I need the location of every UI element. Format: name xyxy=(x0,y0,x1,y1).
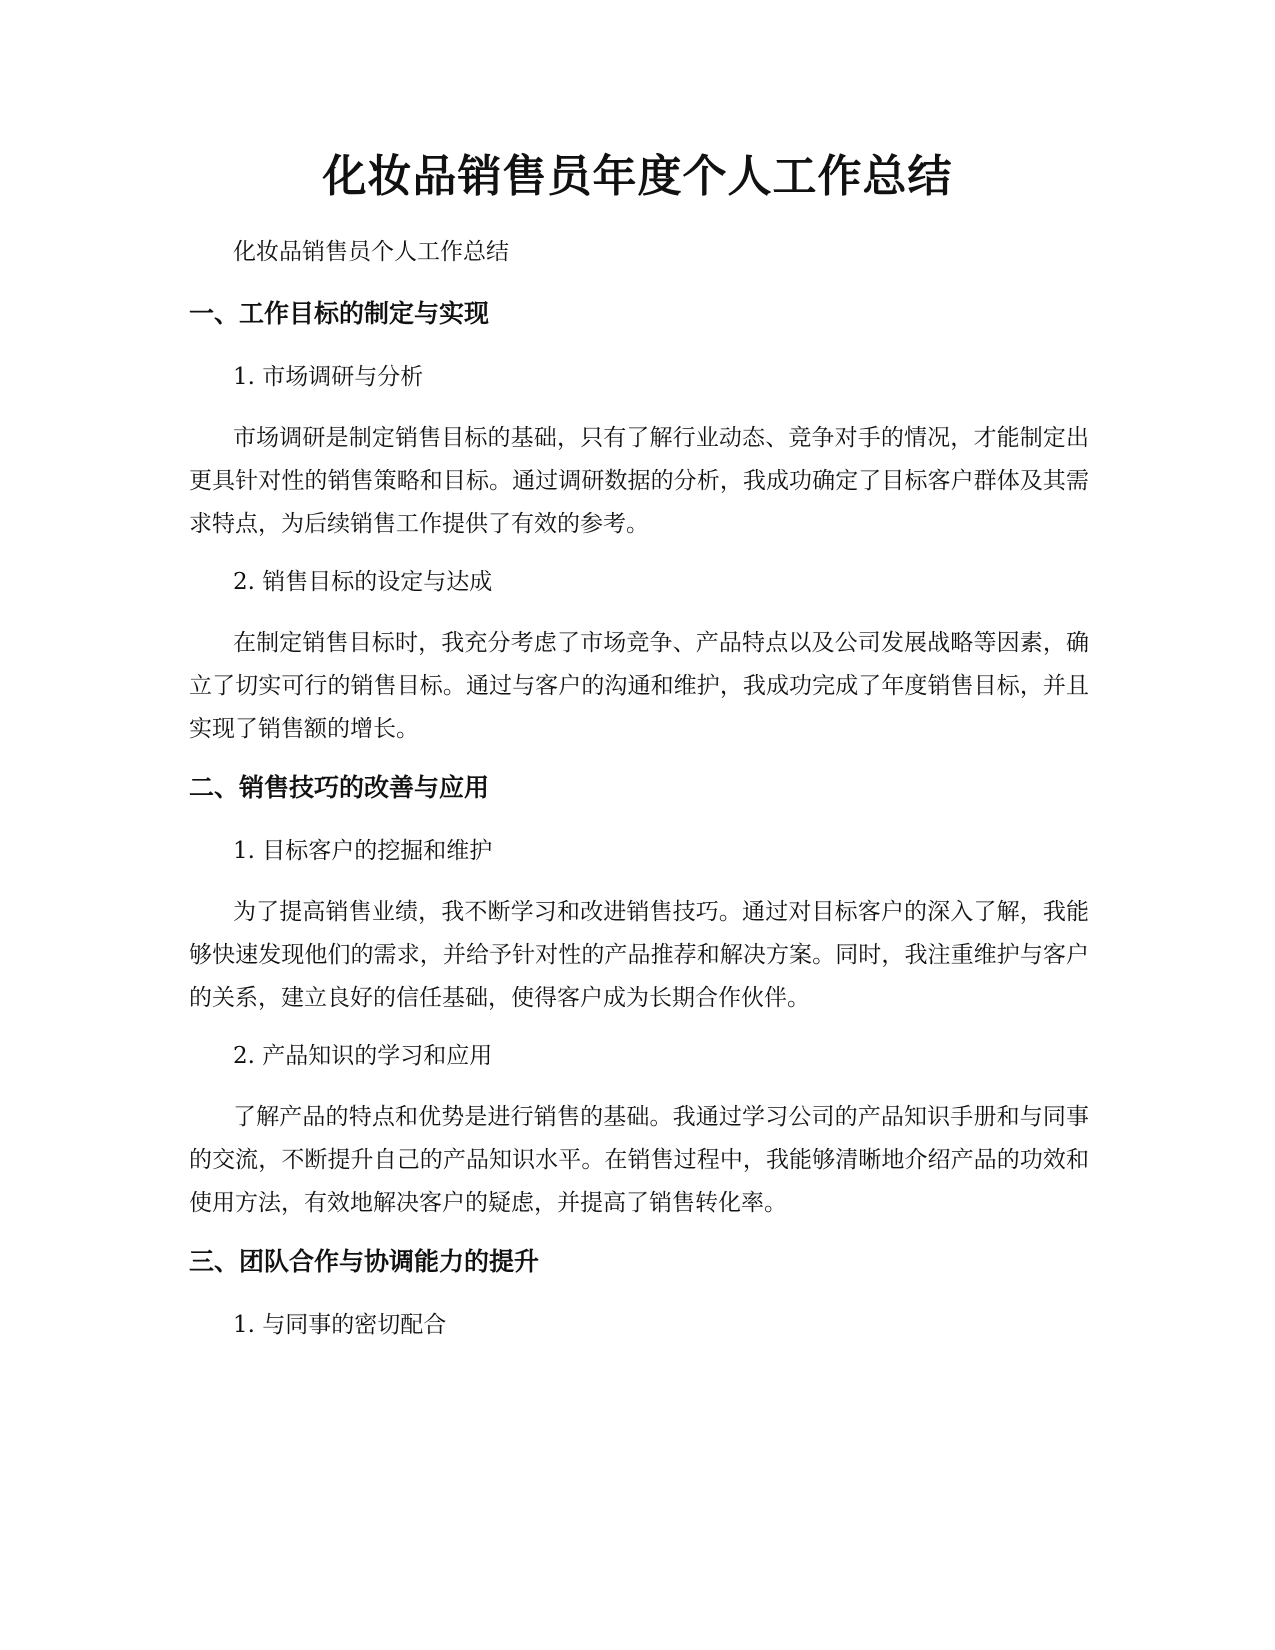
document-title: 化妆品销售员年度个人工作总结 xyxy=(322,151,953,202)
paragraph-sales-target: 在制定销售目标时，我充分考虑了市场竞争、产品特点以及公司发展战略等因素，确立了切实可行的销售目标。通过与客户的沟通和维护，我成功完成了年度销售目标，并且实现了销售额的增长。 xyxy=(189,630,1089,742)
item-label-sales-target: 2. 销售目标的设定与达成 xyxy=(233,569,493,595)
paragraph-target-customers: 为了提高销售业绩，我不断学习和改进销售技巧。通过对目标客户的深入了解，我能够快速发现他们的需求，并给予针对性的产品推荐和解决方案。同时，我注重维护与客户的关系，建立良好的信任基础，使得客户成为长期合作伙伴。 xyxy=(189,899,1089,1011)
section-heading-goals: 一、工作目标的制定与实现 xyxy=(189,299,490,328)
paragraph-market-research: 市场调研是制定销售目标的基础，只有了解行业动态、竞争对手的情况，才能制定出更具针对性的销售策略和目标。通过调研数据的分析，我成功确定了目标客户群体及其需求特点，为后续销售工作提供了有效的参考。 xyxy=(189,425,1089,537)
paragraph-product-knowledge: 了解产品的特点和优势是进行销售的基础。我通过学习公司的产品知识手册和与同事的交流，不断提升自己的产品知识水平。在销售过程中，我能够清晰地介绍产品的功效和使用方法，有效地解决客户的疑虑，并提高了销售转化率。 xyxy=(189,1104,1089,1216)
item-label-product-knowledge: 2. 产品知识的学习和应用 xyxy=(233,1043,493,1069)
item-label-colleague-cooperation: 1. 与同事的密切配合 xyxy=(233,1312,447,1338)
item-label-market-research: 1. 市场调研与分析 xyxy=(233,364,424,390)
section-heading-teamwork: 三、团队合作与协调能力的提升 xyxy=(189,1247,540,1276)
item-label-target-customers: 1. 目标客户的挖掘和维护 xyxy=(233,838,493,864)
section-heading-sales-skills: 二、销售技巧的改善与应用 xyxy=(189,773,490,802)
document-subtitle: 化妆品销售员个人工作总结 xyxy=(233,239,509,265)
